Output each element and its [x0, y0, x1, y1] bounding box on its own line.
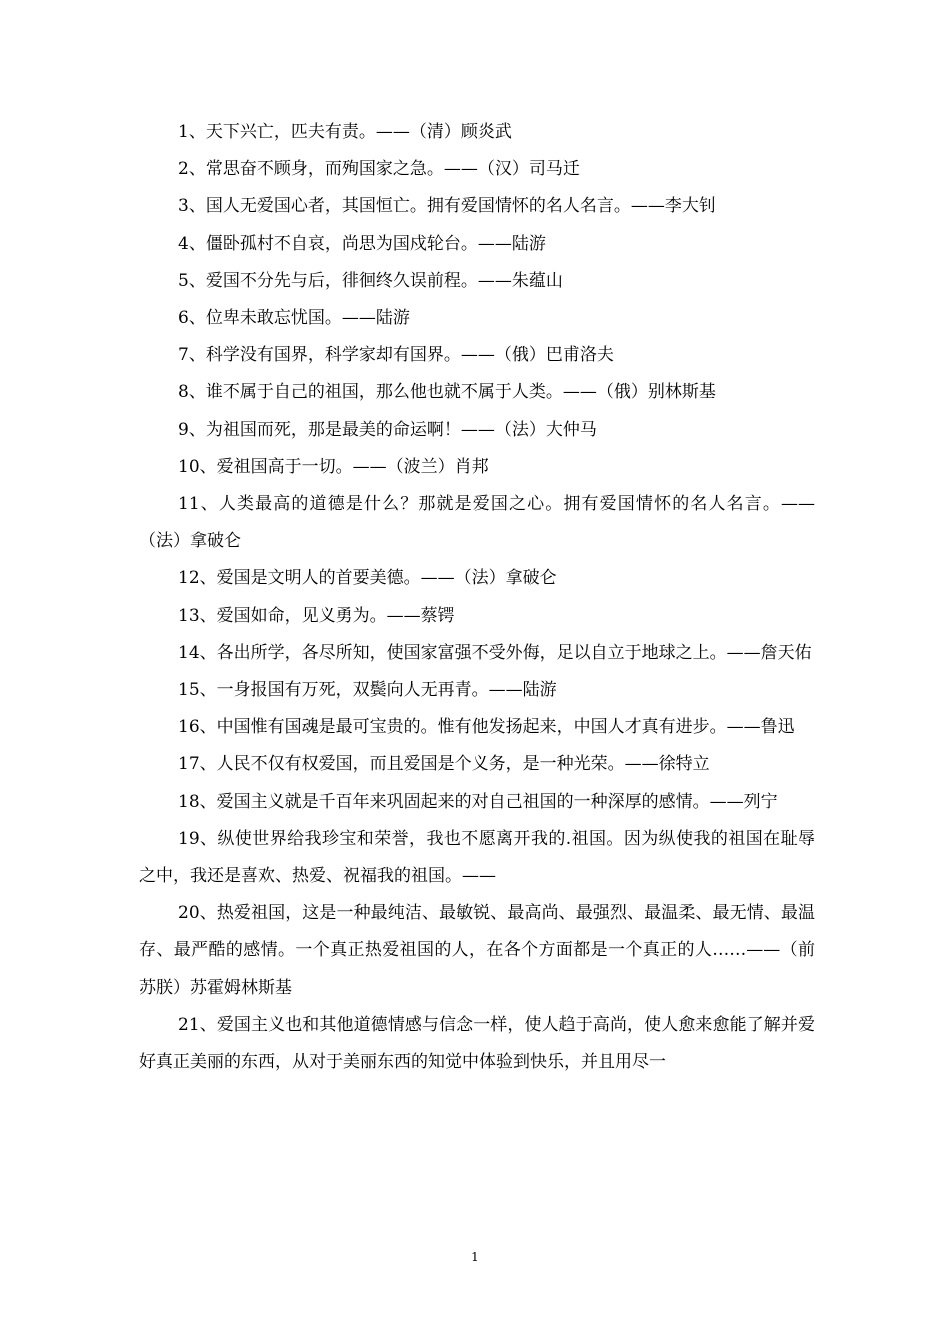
quote-paragraph: 1、天下兴亡，匹夫有责。——（清）顾炎武: [178, 122, 512, 142]
quote-paragraph: 6、位卑未敢忘忧国。——陆游: [178, 308, 410, 329]
quote-paragraph: 11、人类最高的道德是什么？那就是爱国之心。拥有爱国情怀的名人名言。——（法）拿破仑: [139, 494, 815, 552]
quote-paragraph: 2、常思奋不顾身，而殉国家之急。——（汉）司马迁: [178, 159, 580, 180]
quote-paragraph: 7、科学没有国界，科学家却有国界。——（俄）巴甫洛夫: [178, 345, 614, 366]
page-number: 1: [471, 1250, 479, 1264]
quote-paragraph: 21、爱国主义也和其他道德情感与信念一样，使人趋于高尚，使人愈来愈能了解并爱好真正美丽的东西，从对于美丽东西的知觉中体验到快乐，并且用尽一: [139, 1014, 815, 1073]
quote-paragraph: 5、爱国不分先与后，徘徊终久误前程。——朱蕴山: [178, 270, 563, 291]
quote-paragraph: 13、爱国如命，见义勇为。——蔡锷: [178, 605, 455, 626]
quote-paragraph: 10、爱祖国高于一切。——（波兰）肖邦: [178, 456, 489, 477]
quote-paragraph: 17、人民不仅有权爱国，而且爱国是个义务，是一种光荣。——徐特立: [178, 754, 710, 775]
quote-paragraph: 3、国人无爱国心者，其国恒亡。拥有爱国情怀的名人名言。——李大钊: [178, 196, 716, 217]
quote-paragraph: 16、中国惟有国魂是最可宝贵的。惟有他发扬起来，中国人才真有进步。——鲁迅: [178, 717, 795, 738]
quote-paragraph: 12、爱国是文明人的首要美德。——（法）拿破仑: [178, 568, 557, 589]
quote-paragraph: 4、僵卧孤村不自哀，尚思为国戍轮台。——陆游: [178, 233, 546, 254]
quote-paragraph: 14、各出所学，各尽所知，使国家富强不受外侮，足以自立于地球之上。——詹天佑: [178, 642, 812, 663]
quote-paragraph: 19、纵使世界给我珍宝和荣誉，我也不愿离开我的.祖国。因为纵使我的祖国在耻辱之中，我还是喜欢、热爱、祝福我的祖国。——: [139, 828, 815, 887]
quote-paragraph: 8、谁不属于自己的祖国，那么他也就不属于人类。——（俄）别林斯基: [178, 382, 716, 403]
quote-paragraph: 18、爱国主义就是千百年来巩固起来的对自己祖国的一种深厚的感情。——列宁: [178, 791, 778, 812]
quote-paragraph: 9、为祖国而死，那是最美的命运啊！——（法）大仲马: [178, 419, 597, 440]
quote-paragraph: 20、热爱祖国，这是一种最纯洁、最敏锐、最高尚、最强烈、最温柔、最无情、最温存、最严酷的感情。一个真正热爱祖国的人，在各个方面都是一个真正的人……——（前苏朕）苏霍姆林斯基: [139, 903, 815, 998]
quote-paragraph: 15、一身报国有万死，双鬓向人无再青。——陆游: [178, 680, 557, 701]
document-body: [139, 114, 815, 1081]
